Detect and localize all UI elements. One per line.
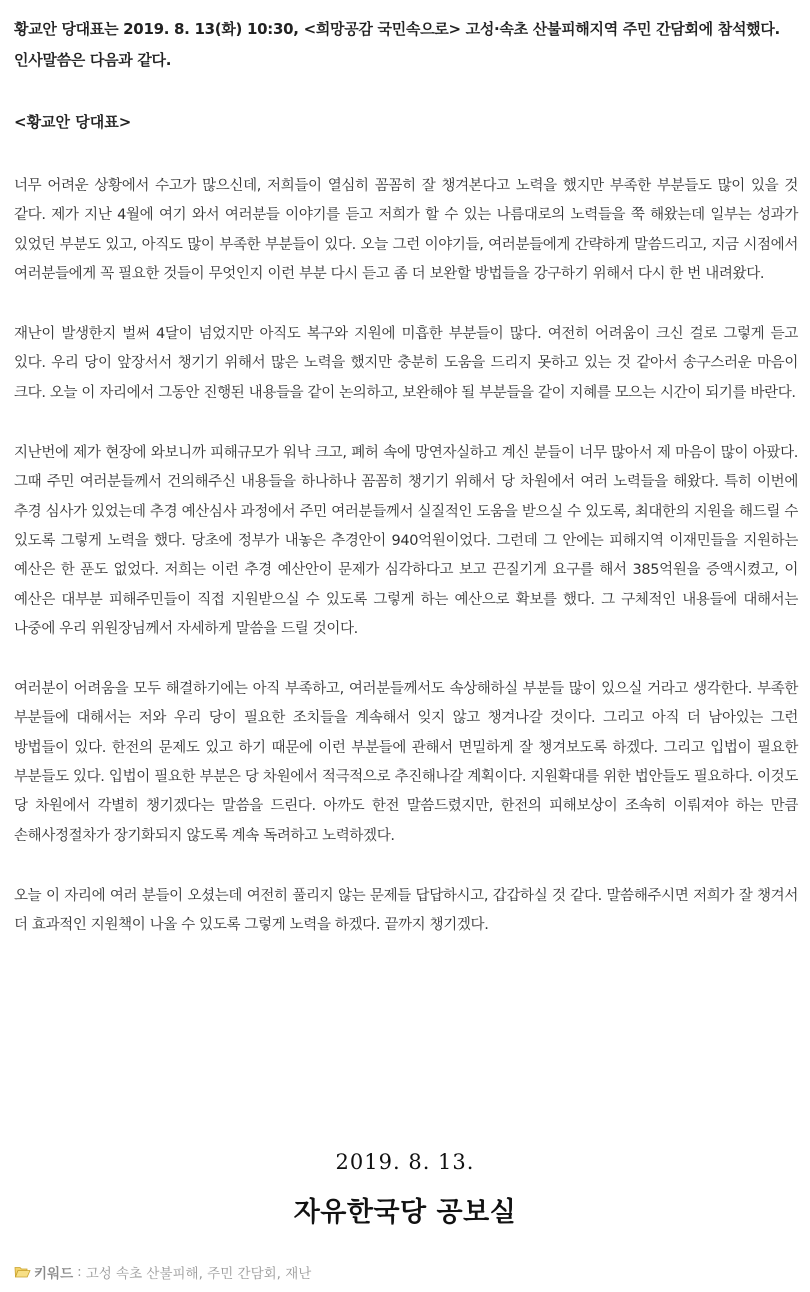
paragraph-4: 여러분이 어려움을 모두 해결하기에는 아직 부족하고, 여러분들께서도 속상해하실 부분들 많이 있으실 거라고 생각한다. 부족한 부분들에 대해서는 저와 우리 당이 필요한 조치들을 계속해서 잊지 않고 챙겨나갈 것이다. 그리고 아직 더 남아있는 그런 방법들이 있다. 한전의 문제도 있고 하기 때문에 이런 부분들에 관해서 면밀하게 잘 챙겨보도록 하겠다. 그리고 입법이 필요한 부분들도 있다. 입법이 필요한 부분은 당 차원에서 적극적으로 추진해나갈 계획이다. 지원확대를 위한 법안들도 필요하다. 이것도 당 차원에서 각별히 챙기겠다는 말씀을 드린다. 아까도 한전 말씀드렸지만, 한전의 피해보상이 조속히 이뤄져야 하는 만큼 손해사정절차가 장기화되지 않도록 계속 독려하고 노력하겠다. [14,681,798,844]
organization-name: 자유한국당 공보실 [293,1197,517,1228]
article-body [14,14,798,941]
paragraph-2: 재난이 발생한지 벌써 4달이 넘었지만 아직도 복구와 지원에 미흡한 부분들이 많다. 여전히 어려움이 크신 걸로 그렇게 듣고 있다. 우리 당이 앞장서서 챙기기 위해서 많은 노력을 했지만 충분히 도움을 드리지 못하고 있는 것 같아서 송구스러운 마음이 크다. 오늘 이 자리에서 그동안 진행된 내용들을 같이 논의하고, 보완해야 될 부분들을 같이 지혜를 모으는 시간이 되기를 바란다. [14,326,798,401]
keywords-list[interactable]: 고성 속초 산불피해, 주민 간담회, 재난 [85,1266,312,1282]
folder-open-icon [14,1266,31,1278]
keywords-separator: : [77,1264,82,1280]
keywords-bar [14,1262,311,1282]
paragraph-1: 너무 어려운 상황에서 수고가 많으신데, 저희들이 열심히 꼼꼼히 잘 챙겨본다고 노력을 했지만 부족한 부분들도 많이 있을 것 같다. 제가 지난 4월에 여기 와서 여러분들 이야기를 듣고 저희가 할 수 있는 나름대로의 노력들을 쭉 해왔는데 일부는 성과가 있었던 부분도 있고, 아직도 많이 부족한 부분들이 있다. 오늘 그런 이야기들, 여러분들에게 간략하게 말씀드리고, 지금 시점에서 여러분들에게 꼭 필요한 것들이 무엇인지 이런 부분 다시 듣고 좀 더 보완할 방법들을 강구하기 위해서 다시 한 번 내려왔다. [14,178,798,282]
intro-text: 황교안 당대표는 2019. 8. 13(화) 10:30, <희망공감 국민속으로> 고성·속초 산불피해지역 주민 간담회에 참석했다. 인사말씀은 다음과 같다. [14,20,780,69]
release-date: 2019. 8. 13. [335,1150,475,1174]
speaker-heading: <황교안 당대표> [14,113,132,131]
keywords-label: 키워드 [34,1266,74,1282]
paragraph-5: 오늘 이 자리에 여러 분들이 오셨는데 여전히 풀리지 않는 문제들 답답하시고, 갑갑하실 것 같다. 말씀해주시면 저희가 잘 챙겨서 더 효과적인 지원책이 나올 수 있도록 그렇게 노력을 하겠다. 끝까지 챙기겠다. [14,887,798,934]
paragraph-3: 지난번에 제가 현장에 와보니까 피해규모가 워낙 크고, 폐허 속에 망연자실하고 계신 분들이 너무 많아서 제 마음이 많이 아팠다. 그때 주민 여러분들께서 건의해주신 내용들을 하나하나 꼼꼼히 챙기기 위해서 당 차원에서 여러 노력들을 해왔다. 특히 이번에 추경 심사가 있었는데 추경 예산심사 과정에서 주민 여러분들께서 실질적인 도움을 받으실 수 있도록, 최대한의 지원을 해드릴 수 있도록 그렇게 노력을 했다. 당초에 정부가 내놓은 추경안이 940억원이었다. 그런데 그 안에는 피해지역 이재민들을 지원하는 예산은 한 푼도 없었다. 저희는 이런 추경 예산안이 문제가 심각하다고 보고 끈질기게 요구를 해서 385억원을 증액시켰고, 이 예산은 대부분 피해주민들이 직접 지원받으실 수 있도록 그렇게 하는 예산으로 확보를 했다. 그 구체적인 내용들에 대해서는 나중에 우리 위원장님께서 자세하게 말씀을 드릴 것이다. [14,445,798,637]
